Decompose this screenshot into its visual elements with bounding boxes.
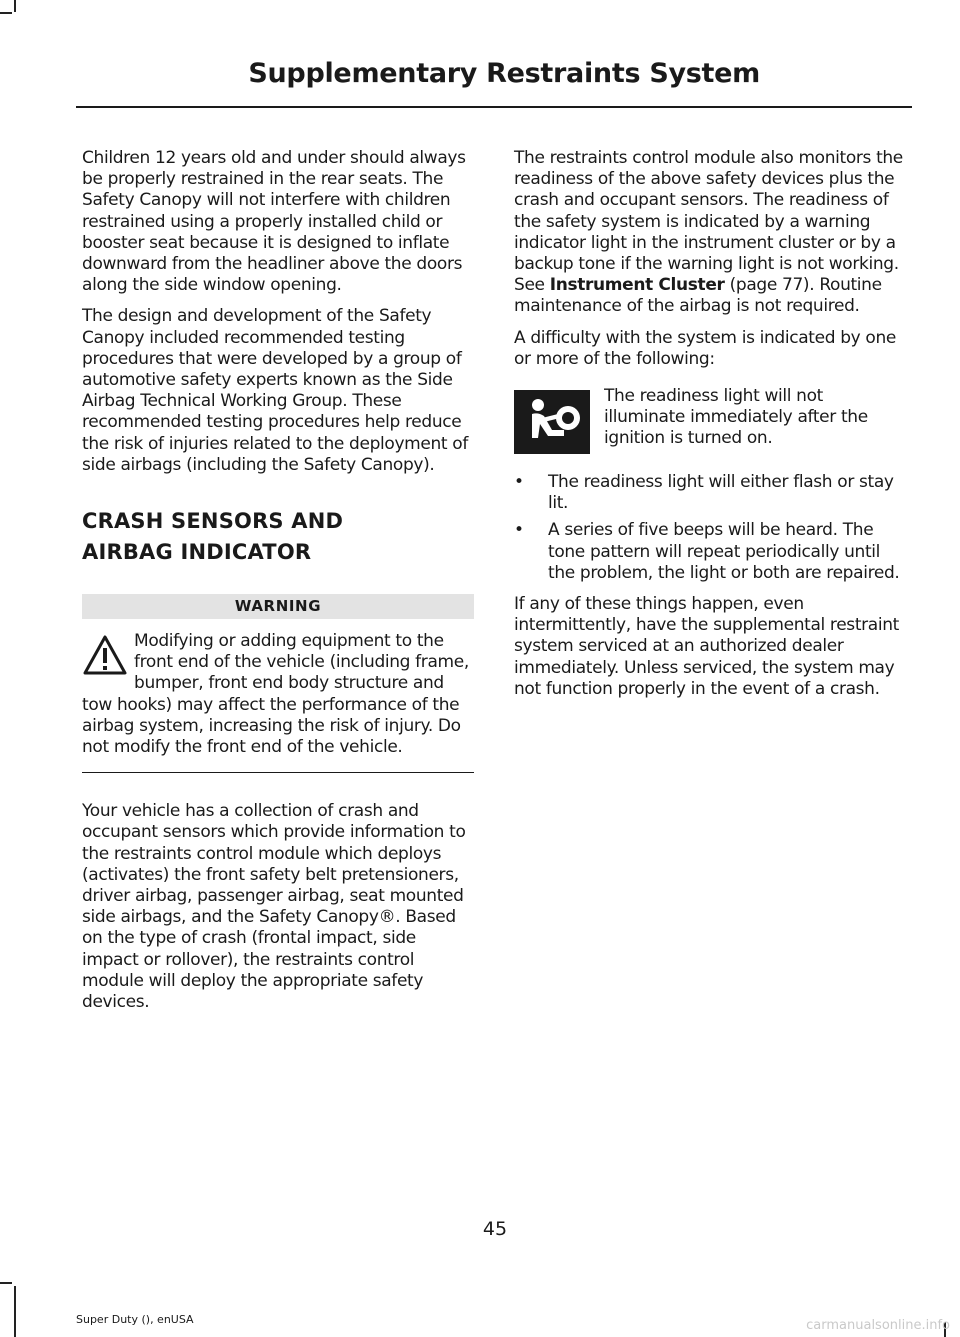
bullet-icon: •: [514, 520, 524, 541]
paragraph: A difficulty with the system is indicated by one or more of the following:: [514, 327, 897, 369]
list-item: [514, 520, 906, 584]
right-column: [514, 148, 906, 710]
page-number: 45: [482, 1218, 508, 1240]
watermark: carmanualsonline.info: [806, 1318, 950, 1333]
warning-body: [82, 631, 474, 758]
crop-mark: [0, 1282, 12, 1284]
bullet-list: [514, 472, 906, 584]
paragraph: If any of these things happen, even intermittently, have the supplemental restraint system serviced at an authorized dealer immediately. Unless serviced, the system may not function properly in the event of a crash.: [514, 594, 899, 699]
header-divider: [76, 106, 912, 108]
left-column: [82, 148, 474, 1023]
page-title: Supplementary Restraints System: [248, 58, 760, 89]
indicator-row: [514, 386, 906, 454]
paragraph-text: The restraints control module also monitors the readiness of the above safety devices plus the crash and occupant sensors. The readiness of the safety system is indicated by a warning indicator light in the instrument cluster or by a backup tone if the warning light is not working. See: [514, 148, 903, 296]
warning-label: WARNING: [82, 594, 474, 619]
paragraph: Children 12 years old and under should always be properly restrained in the rear seats. The Safety Canopy will not interfere with children restrained using a properly installed child or booster seat because it is designed to inflate downward from the headliner above the doors along the side window opening.: [82, 148, 466, 296]
warning-divider: [82, 772, 474, 773]
paragraph: [514, 148, 906, 318]
list-item-text: A series of five beeps will be heard. The tone pattern will repeat periodically until the problem, the light or both are repaired.: [548, 520, 900, 583]
footer-text: Super Duty (), enUSA: [76, 1313, 194, 1326]
airbag-indicator-icon: [514, 390, 590, 454]
warning-box: [82, 594, 474, 773]
section-heading-line: AIRBAG INDICATOR: [82, 540, 312, 565]
section-heading-line: CRASH SENSORS AND: [82, 509, 344, 534]
crop-mark: [14, 1286, 16, 1337]
list-item: [514, 472, 906, 514]
bullet-icon: •: [514, 472, 524, 493]
cross-reference-link[interactable]: Instrument Cluster: [549, 275, 725, 296]
paragraph-text: (page 77). Routine maintenance of the airbag is not required.: [514, 275, 882, 317]
paragraph: The design and development of the Safety Canopy included recommended testing procedures that were developed by a group of automotive safety experts known as the Side Airbag Technical Working Group. These recommended testing procedures help reduce the risk of injuries related to the deployment of side airbags (including the Safety Canopy).: [82, 306, 468, 475]
paragraph: Your vehicle has a collection of crash and occupant sensors which provide information to the restraints control module which deploys (activates) the front safety belt pretensioners, driver airbag, passenger airbag, seat mounted side airbags, and the Safety Canopy®. Based on the type of crash (frontal impact, side impact or rollover), the restraints control module will deploy the appropriate safety devices.: [82, 801, 466, 1013]
indicator-description: The readiness light will not illuminate immediately after the ignition is turned on.: [604, 386, 868, 449]
crop-mark: [0, 12, 12, 14]
section-heading: [82, 506, 474, 568]
list-item-text: The readiness light will either flash or stay lit.: [548, 472, 894, 514]
crop-mark: [14, 0, 16, 12]
warning-triangle-icon: [82, 633, 128, 677]
warning-text: Modifying or adding equipment to the front end of the vehicle (including frame, bumper, front end body structure and tow hooks) may affect the performance of the airbag system, increasing the risk of injury. Do not modify the front end of the vehicle.: [82, 631, 469, 758]
